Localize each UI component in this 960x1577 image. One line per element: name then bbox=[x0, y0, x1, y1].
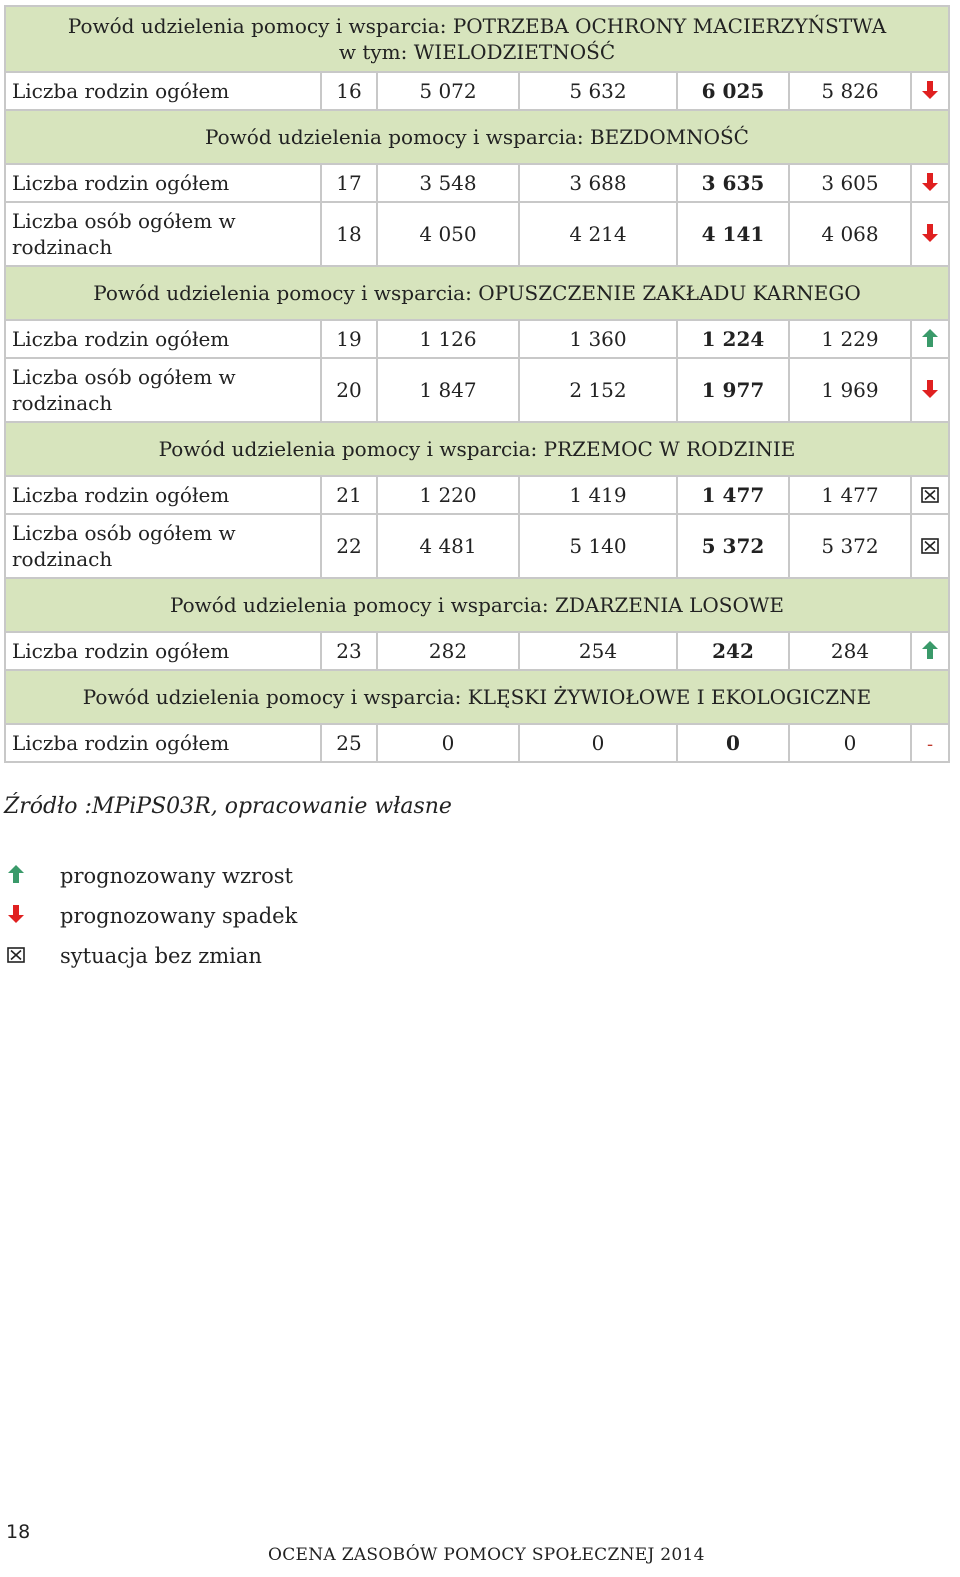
legend-label: sytuacja bez zmian bbox=[60, 944, 262, 968]
section-header-row bbox=[5, 422, 949, 476]
down-arrow-icon bbox=[922, 379, 938, 403]
legend-item-same bbox=[6, 936, 297, 976]
trend-indicator bbox=[911, 632, 949, 670]
value-cell: 1 477 bbox=[789, 476, 911, 514]
section-title-line: Powód udzielenia pomocy i wsparcia: OPUSZCZENIE ZAKŁADU KARNEGO bbox=[93, 281, 861, 305]
no-change-icon bbox=[921, 484, 939, 508]
section-header-row bbox=[5, 670, 949, 724]
value-cell: 1 229 bbox=[789, 320, 911, 358]
data-table bbox=[4, 5, 950, 763]
down-arrow-icon bbox=[6, 904, 26, 928]
trend-indicator bbox=[911, 358, 949, 422]
row-index: 22 bbox=[321, 514, 377, 578]
row-index: 23 bbox=[321, 632, 377, 670]
table-row bbox=[5, 320, 949, 358]
row-index: 19 bbox=[321, 320, 377, 358]
row-label bbox=[5, 358, 321, 422]
row-index: 25 bbox=[321, 724, 377, 762]
row-index: 17 bbox=[321, 164, 377, 202]
value-cell: 1 220 bbox=[377, 476, 519, 514]
down-arrow-icon bbox=[922, 172, 938, 196]
section-title bbox=[5, 6, 949, 72]
section-title bbox=[5, 266, 949, 320]
value-cell: 1 360 bbox=[519, 320, 677, 358]
row-index: 18 bbox=[321, 202, 377, 266]
value-cell: 282 bbox=[377, 632, 519, 670]
down-arrow-icon bbox=[922, 80, 938, 104]
value-cell: 5 140 bbox=[519, 514, 677, 578]
trend-indicator bbox=[911, 202, 949, 266]
value-cell-highlight: 4 141 bbox=[677, 202, 789, 266]
row-label bbox=[5, 514, 321, 578]
section-header-row bbox=[5, 266, 949, 320]
page-footer: OCENA ZASOBÓW POMOCY SPOŁECZNEJ 2014 bbox=[268, 1545, 705, 1565]
section-title bbox=[5, 110, 949, 164]
value-cell-highlight: 242 bbox=[677, 632, 789, 670]
row-label-line: Liczba osób ogółem w bbox=[12, 521, 236, 545]
row-label: Liczba rodzin ogółem bbox=[5, 724, 321, 762]
value-cell: 1 847 bbox=[377, 358, 519, 422]
legend-item-up bbox=[6, 856, 297, 896]
down-arrow-icon bbox=[922, 223, 938, 247]
trend-indicator bbox=[911, 476, 949, 514]
row-index: 16 bbox=[321, 72, 377, 110]
up-arrow-icon bbox=[922, 640, 938, 664]
section-title-line: w tym: WIELODZIETNOŚĆ bbox=[338, 40, 616, 64]
value-cell-highlight: 3 635 bbox=[677, 164, 789, 202]
value-cell: 4 481 bbox=[377, 514, 519, 578]
trend-indicator bbox=[911, 514, 949, 578]
value-cell: 4 068 bbox=[789, 202, 911, 266]
value-cell: 4 214 bbox=[519, 202, 677, 266]
row-label: Liczba rodzin ogółem bbox=[5, 476, 321, 514]
value-cell-highlight: 1 977 bbox=[677, 358, 789, 422]
no-change-icon bbox=[6, 944, 26, 968]
table-row bbox=[5, 164, 949, 202]
no-change-icon bbox=[921, 535, 939, 559]
value-cell: 0 bbox=[519, 724, 677, 762]
value-cell: 1 419 bbox=[519, 476, 677, 514]
trend-indicator bbox=[911, 164, 949, 202]
value-cell: 3 605 bbox=[789, 164, 911, 202]
value-cell-highlight: 5 372 bbox=[677, 514, 789, 578]
table-row bbox=[5, 202, 949, 266]
value-cell-highlight: 6 025 bbox=[677, 72, 789, 110]
trend-indicator bbox=[911, 320, 949, 358]
legend-label: prognozowany spadek bbox=[60, 904, 298, 928]
row-label bbox=[5, 202, 321, 266]
legend-label: prognozowany wzrost bbox=[60, 864, 293, 888]
section-header-row bbox=[5, 6, 949, 72]
up-arrow-icon bbox=[922, 328, 938, 352]
value-cell: 0 bbox=[377, 724, 519, 762]
value-cell-highlight: 1 224 bbox=[677, 320, 789, 358]
table-row bbox=[5, 632, 949, 670]
value-cell: 5 372 bbox=[789, 514, 911, 578]
value-cell: 1 969 bbox=[789, 358, 911, 422]
trend-indicator bbox=[911, 72, 949, 110]
row-index: 21 bbox=[321, 476, 377, 514]
row-label-line: Liczba osób ogółem w bbox=[12, 209, 236, 233]
value-cell: 5 072 bbox=[377, 72, 519, 110]
value-cell: 3 688 bbox=[519, 164, 677, 202]
table-row bbox=[5, 358, 949, 422]
value-cell: 5 632 bbox=[519, 72, 677, 110]
table-body bbox=[5, 6, 949, 762]
row-label-line: rodzinach bbox=[12, 547, 113, 571]
value-cell-highlight: 1 477 bbox=[677, 476, 789, 514]
section-title bbox=[5, 670, 949, 724]
table-row bbox=[5, 72, 949, 110]
value-cell: 284 bbox=[789, 632, 911, 670]
row-label: Liczba rodzin ogółem bbox=[5, 320, 321, 358]
value-cell-highlight: 0 bbox=[677, 724, 789, 762]
table-row bbox=[5, 476, 949, 514]
value-cell: 3 548 bbox=[377, 164, 519, 202]
row-label-line: Liczba osób ogółem w bbox=[12, 365, 236, 389]
value-cell: 1 126 bbox=[377, 320, 519, 358]
table-row bbox=[5, 724, 949, 762]
source-note: Źródło :MPiPS03R, opracowanie własne bbox=[4, 794, 452, 819]
legend-item-down bbox=[6, 896, 297, 936]
value-cell: 0 bbox=[789, 724, 911, 762]
value-cell: 4 050 bbox=[377, 202, 519, 266]
section-title-line: Powód udzielenia pomocy i wsparcia: ZDARZENIA LOSOWE bbox=[169, 593, 785, 617]
no-data-dash: - bbox=[926, 734, 934, 755]
row-index: 20 bbox=[321, 358, 377, 422]
section-title-line: Powód udzielenia pomocy i wsparcia: KLĘSKI ŻYWIOŁOWE I EKOLOGICZNE bbox=[82, 685, 872, 709]
up-arrow-icon bbox=[6, 864, 26, 888]
section-title-line: Powód udzielenia pomocy i wsparcia: POTRZEBA OCHRONY MACIERZYŃSTWA bbox=[67, 14, 887, 38]
value-cell: 5 826 bbox=[789, 72, 911, 110]
section-title-line: Powód udzielenia pomocy i wsparcia: PRZEMOC W RODZINIE bbox=[158, 437, 796, 461]
page-number: 18 bbox=[6, 1521, 31, 1543]
row-label: Liczba rodzin ogółem bbox=[5, 164, 321, 202]
row-label-line: rodzinach bbox=[12, 391, 113, 415]
row-label-line: rodzinach bbox=[12, 235, 113, 259]
section-title-line: Powód udzielenia pomocy i wsparcia: BEZDOMNOŚĆ bbox=[204, 125, 749, 149]
section-header-row bbox=[5, 110, 949, 164]
legend bbox=[6, 856, 297, 976]
row-label: Liczba rodzin ogółem bbox=[5, 632, 321, 670]
value-cell: 2 152 bbox=[519, 358, 677, 422]
trend-indicator bbox=[911, 724, 949, 762]
section-header-row bbox=[5, 578, 949, 632]
section-title bbox=[5, 578, 949, 632]
row-label: Liczba rodzin ogółem bbox=[5, 72, 321, 110]
table-row bbox=[5, 514, 949, 578]
value-cell: 254 bbox=[519, 632, 677, 670]
section-title bbox=[5, 422, 949, 476]
